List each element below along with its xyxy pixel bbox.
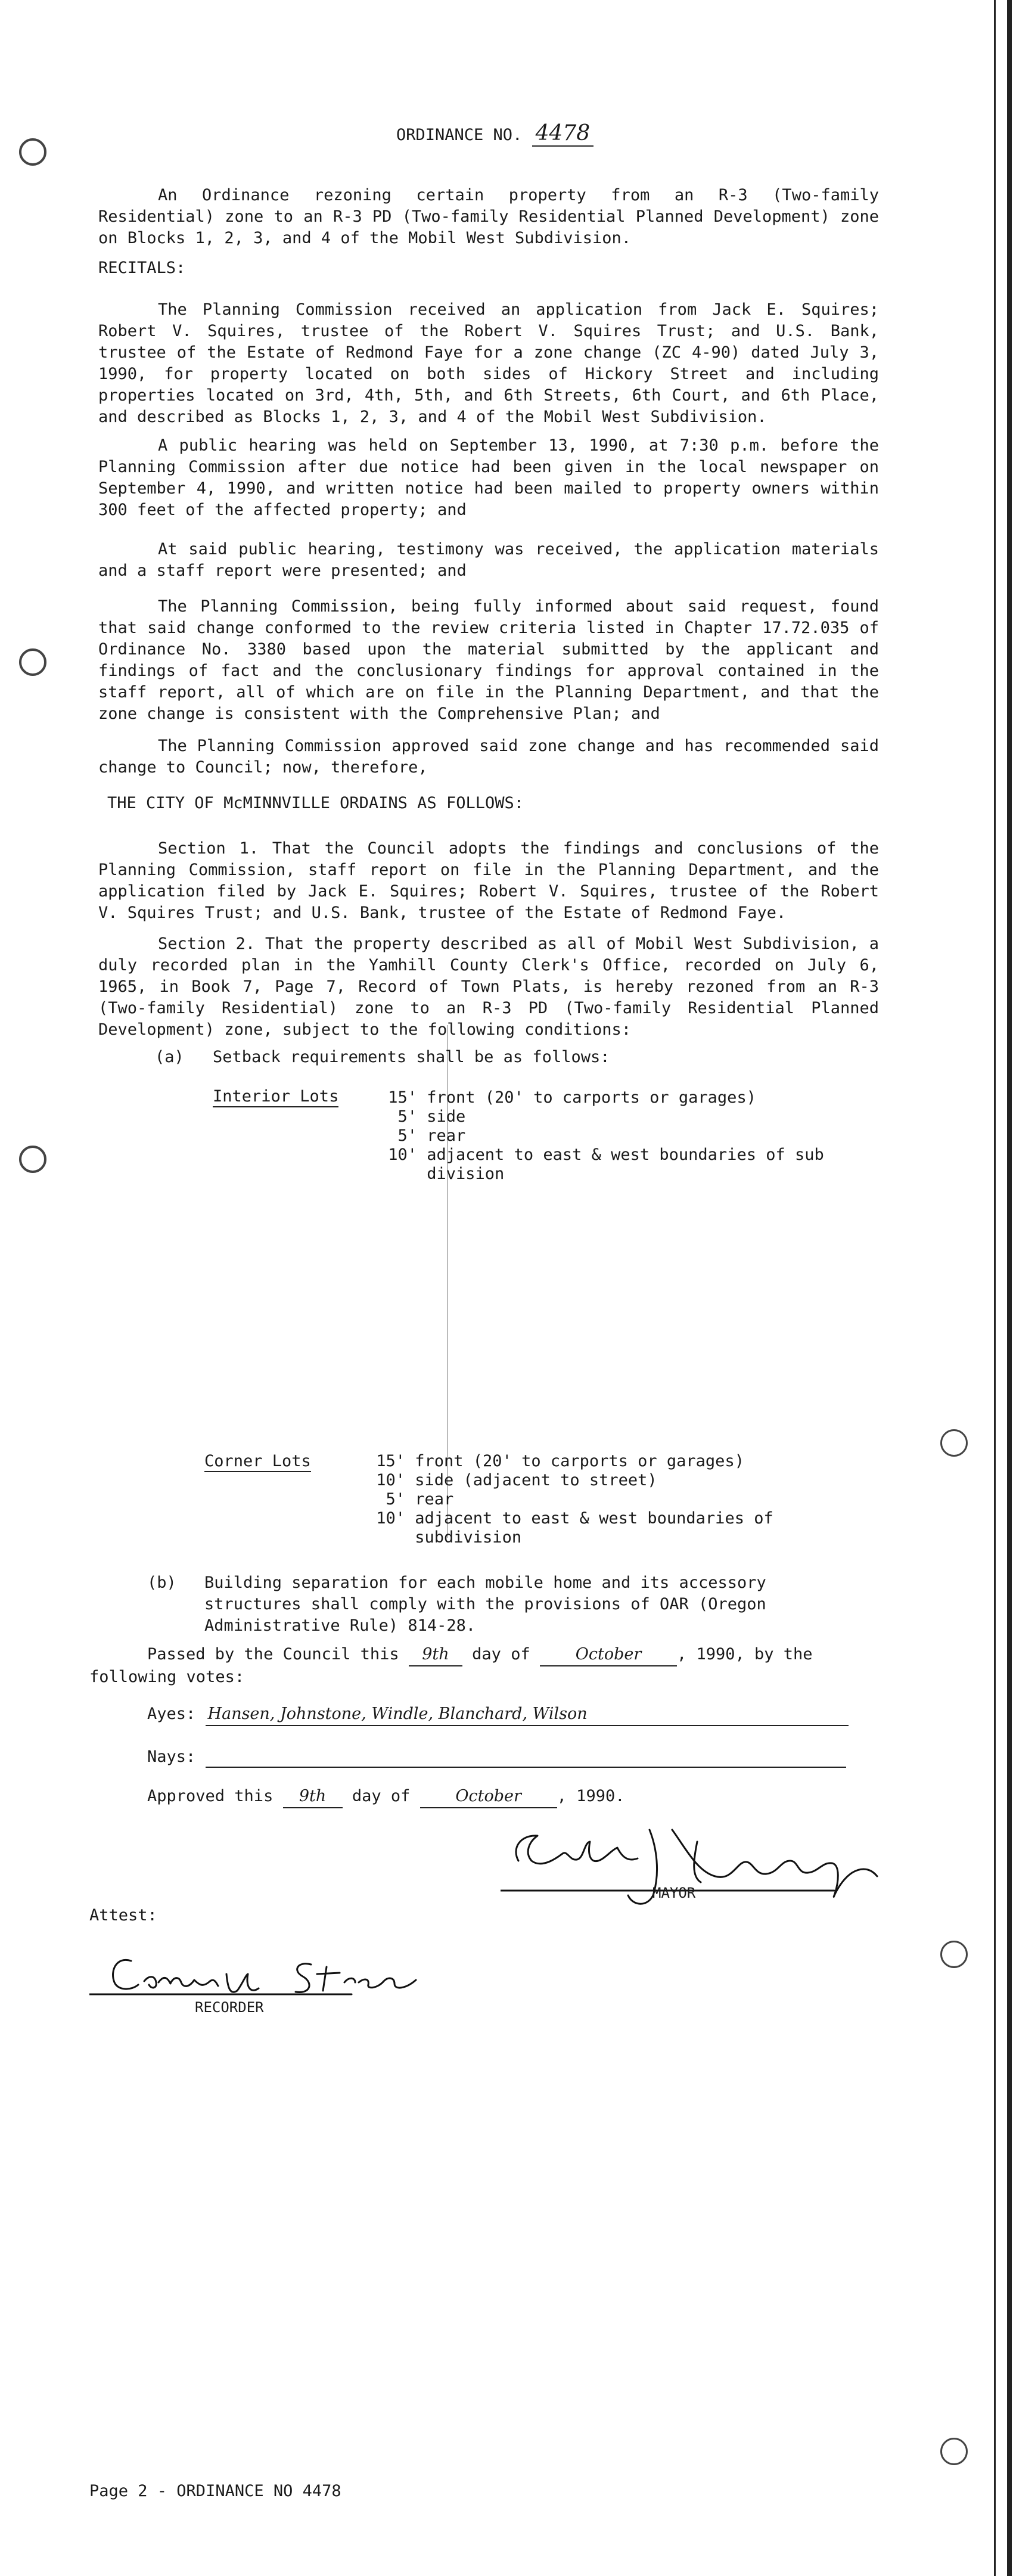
setback-row: 10' adjacent to east & west boundaries of — [376, 1509, 773, 1528]
setback-row: subdivision — [415, 1528, 522, 1547]
recitals-heading: RECITALS: — [98, 259, 186, 277]
ayes-value: Hansen, Johnstone, Windle, Blanchard, Wilson — [206, 1703, 849, 1726]
punch-hole-right — [940, 1429, 968, 1457]
condition-a-text: Setback requirements shall be as follows: — [213, 1048, 610, 1066]
intro-paragraph: An Ordinance rezoning certain property from an R-3 (Two-family Residential) zone to an R-3 PD (Two-family Residential Planned Development) zone on Blocks 1, 2, 3, and 4 of the Mobil West Subdivision. — [98, 186, 879, 247]
setback-row: 15' front (20' to carports or garages) — [388, 1088, 756, 1107]
ordinance-title — [396, 123, 593, 146]
section-2: Section 2. That the property described as all of Mobil West Subdivision, a duly recorded plan in the Yamhill County Clerk's Office, recorded on July 6, 1965, in Book 7, Page 7, Record of Town Plats, is hereby rezoned from an R-3 (Two-family Residential) zone to an R-3 PD (Two-family Residential Planned Development) zone, subject to the following conditions: — [98, 935, 879, 1039]
setback-row: 15' front (20' to carports or garages) — [376, 1452, 744, 1470]
nays-row: Nays: — [147, 1746, 846, 1768]
setback-row: 5' side — [397, 1107, 466, 1126]
passed-month: October — [540, 1644, 677, 1666]
mayor-signature — [501, 1806, 894, 1913]
punch-hole-left — [19, 138, 46, 166]
nays-value — [206, 1749, 846, 1768]
attest-label: Attest: — [89, 1906, 157, 1925]
recorder-title: RECORDER — [195, 1999, 264, 2016]
ordains-heading: THE CITY OF McMINNVILLE ORDAINS AS FOLLOWS: — [107, 794, 524, 812]
recital-paragraph: At said public hearing, testimony was received, the application materials and a staff report were presented; and — [98, 540, 879, 580]
recital-paragraph: The Planning Commission approved said zone change and has recommended said change to Council; now, therefore, — [98, 737, 879, 777]
recorder-signature — [89, 1943, 447, 2009]
interior-setbacks — [381, 1088, 824, 1184]
passed-line-2: following votes: — [89, 1668, 245, 1686]
passed-day: 9th — [409, 1644, 462, 1666]
mayor-title: MAYOR — [652, 1885, 696, 1901]
corner-setbacks — [369, 1452, 773, 1547]
recital-paragraph: The Planning Commission, being fully informed about said request, found that said change conformed to the review criteria listed in Chapter 17.72.035 of Ordinance No. 3380 based upon the material submitted by the applicant and findings of fact and the conclusionary findings for approval contained in the staff report, all of which are on file in the Planning Department, and that the zone change is consistent with the Comprehensive Plan; and — [98, 597, 879, 723]
approved-line: Approved this 9th day of October , 1990. — [147, 1786, 624, 1808]
punch-hole-right — [940, 2438, 968, 2465]
recital-paragraph: A public hearing was held on September 13, 1990, at 7:30 p.m. before the Planning Commission after due notice had been given in the local newspaper on September 4, 1990, and written notice had been mailed to property owners within 300 feet of the affected property; and — [98, 436, 879, 519]
binder-edge-line — [994, 0, 996, 2576]
condition-a-marker: (a) — [155, 1048, 184, 1066]
section-1: Section 1. That the Council adopts the findings and conclusions of the Planning Commission, staff report on file in the Planning Department, and the application filed by Jack E. Squires; Robert V. Squires, trustee of the Robert V. Squires Trust; and U.S. Bank, trustee of the Estate of Redmond Faye. — [98, 839, 879, 922]
binder-edge-line — [1007, 0, 1012, 2576]
setback-row: 10' side (adjacent to street) — [376, 1471, 657, 1489]
page-footer: Page 2 - ORDINANCE NO 4478 — [89, 2482, 341, 2500]
approved-day: 9th — [283, 1786, 343, 1808]
condition-b-marker: (b) — [147, 1573, 176, 1592]
punch-hole-right — [940, 1941, 968, 1968]
setback-row: 5' rear — [397, 1126, 466, 1145]
recital-paragraph: The Planning Commission received an application from Jack E. Squires; Robert V. Squires, trustee of the Robert V. Squires Trust; and U.S. Bank, trustee of the Estate of Redmond Faye for a zone change (ZC 4-90) dated July 3, 1990, for property located on both sides of Hickory Street and including properties located on 3rd, 4th, 5th, and 6th Streets, 6th Court, and 6th Place, and described as Blocks 1, 2, 3, and 4 of the Mobil West Subdivision. — [98, 300, 879, 426]
setback-row: 10' adjacent to east & west boundaries of sub — [388, 1146, 824, 1164]
punch-hole-left — [19, 1146, 46, 1173]
setback-row: division — [427, 1165, 505, 1183]
punch-hole-left — [19, 648, 46, 676]
ordinance-number: 4478 — [532, 121, 594, 147]
approved-month: October — [420, 1786, 557, 1808]
corner-lots-label: Corner Lots — [204, 1452, 311, 1472]
passed-line: Passed by the Council this 9th day of October , 1990, by the — [147, 1644, 880, 1666]
ordinance-label: ORDINANCE NO. — [396, 126, 523, 144]
interior-lots-label: Interior Lots — [213, 1087, 338, 1107]
setback-row: 5' rear — [386, 1490, 454, 1509]
condition-b-text: Building separation for each mobile home and its accessory structures shall comply with the provisions of OAR (Oregon Administrative Rule) 814-28. — [204, 1573, 766, 1635]
ayes-row: Ayes: Hansen, Johnstone, Windle, Blanchard, Wilson — [147, 1703, 849, 1726]
